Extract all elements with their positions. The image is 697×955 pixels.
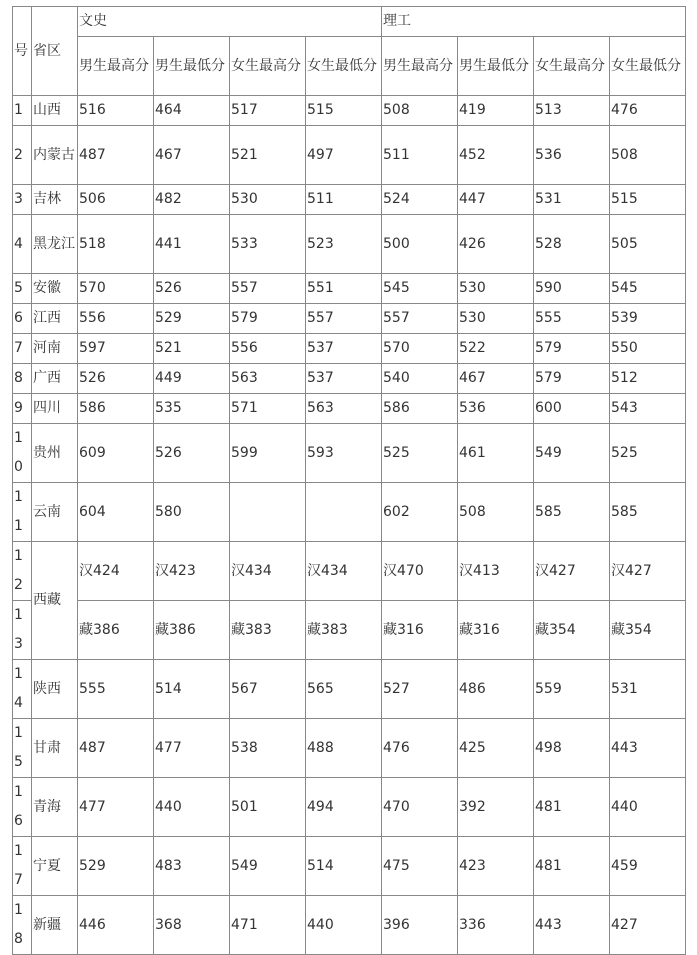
table-body — [13, 96, 686, 955]
province-name: 青海 — [32, 778, 78, 837]
score-cell: 567 — [230, 660, 306, 719]
score-cell: 汉427 — [534, 542, 610, 601]
score-cell: 549 — [534, 424, 610, 483]
score-cell: 440 — [610, 778, 686, 837]
score-cell: 488 — [306, 719, 382, 778]
score-cell: 549 — [230, 837, 306, 896]
score-cell: 545 — [382, 274, 458, 304]
score-cell: 565 — [306, 660, 382, 719]
table-row — [13, 96, 686, 126]
row-number: 1 — [13, 96, 32, 126]
score-cell: 602 — [382, 483, 458, 542]
score-cell: 427 — [610, 896, 686, 955]
row-number: 4 — [13, 215, 32, 274]
table-row — [13, 719, 686, 778]
row-number: 8 — [13, 364, 32, 394]
row-number: 6 — [13, 304, 32, 334]
table-row — [13, 364, 686, 394]
table-row — [13, 394, 686, 424]
score-cell — [230, 483, 306, 542]
score-cell: 452 — [458, 126, 534, 185]
score-cell: 563 — [230, 364, 306, 394]
score-cell: 538 — [230, 719, 306, 778]
row-number: 7 — [13, 334, 32, 364]
score-cell: 556 — [230, 334, 306, 364]
score-cell: 396 — [382, 896, 458, 955]
score-cell: 579 — [230, 304, 306, 334]
score-cell: 497 — [306, 126, 382, 185]
table-row — [13, 424, 686, 483]
score-cell: 汉470 — [382, 542, 458, 601]
province-name: 山西 — [32, 96, 78, 126]
table-row — [13, 304, 686, 334]
table-row — [13, 126, 686, 185]
row-number: 3 — [13, 185, 32, 215]
province-name: 四川 — [32, 394, 78, 424]
score-cell: 585 — [610, 483, 686, 542]
score-cell: 423 — [458, 837, 534, 896]
score-cell: 545 — [610, 274, 686, 304]
score-cell: 530 — [458, 274, 534, 304]
score-cell: 481 — [534, 778, 610, 837]
sub-header: 女生最低分 — [610, 37, 686, 96]
table-row — [13, 601, 686, 660]
score-cell: 440 — [154, 778, 230, 837]
score-cell: 590 — [534, 274, 610, 304]
score-cell: 600 — [534, 394, 610, 424]
row-number: 16 — [13, 778, 32, 837]
table-row — [13, 483, 686, 542]
score-cell: 585 — [534, 483, 610, 542]
score-cell: 528 — [534, 215, 610, 274]
score-cell: 藏354 — [610, 601, 686, 660]
score-cell: 441 — [154, 215, 230, 274]
score-cell: 540 — [382, 364, 458, 394]
table-row — [13, 185, 686, 215]
score-cell: 483 — [154, 837, 230, 896]
score-cell: 419 — [458, 96, 534, 126]
score-cell: 579 — [534, 364, 610, 394]
score-cell: 516 — [78, 96, 154, 126]
score-cell: 530 — [458, 304, 534, 334]
score-cell: 512 — [610, 364, 686, 394]
score-cell: 481 — [534, 837, 610, 896]
score-cell: 536 — [534, 126, 610, 185]
score-cell: 508 — [610, 126, 686, 185]
score-cell: 515 — [610, 185, 686, 215]
score-table-wrapper — [12, 6, 686, 955]
province-name: 内蒙古 — [32, 126, 78, 185]
score-cell: 522 — [458, 334, 534, 364]
score-cell: 543 — [610, 394, 686, 424]
score-cell: 443 — [610, 719, 686, 778]
row-number: 11 — [13, 483, 32, 542]
score-cell: 526 — [154, 424, 230, 483]
sub-header: 女生最高分 — [230, 37, 306, 96]
table-row — [13, 334, 686, 364]
row-number: 9 — [13, 394, 32, 424]
score-cell: 392 — [458, 778, 534, 837]
row-number: 5 — [13, 274, 32, 304]
province-name: 云南 — [32, 483, 78, 542]
table-row — [13, 660, 686, 719]
score-cell: 570 — [78, 274, 154, 304]
sub-header: 女生最高分 — [534, 37, 610, 96]
score-cell: 443 — [534, 896, 610, 955]
group-header-science: 理工 — [382, 7, 686, 37]
score-cell: 461 — [458, 424, 534, 483]
score-cell: 555 — [534, 304, 610, 334]
score-cell: 336 — [458, 896, 534, 955]
score-cell: 426 — [458, 215, 534, 274]
table-row — [13, 542, 686, 601]
score-cell: 477 — [78, 778, 154, 837]
score-cell: 471 — [230, 896, 306, 955]
score-cell: 555 — [78, 660, 154, 719]
score-cell: 531 — [534, 185, 610, 215]
sub-header: 女生最低分 — [306, 37, 382, 96]
row-number: 15 — [13, 719, 32, 778]
score-cell: 506 — [78, 185, 154, 215]
province-name: 安徽 — [32, 274, 78, 304]
score-cell: 440 — [306, 896, 382, 955]
score-cell: 467 — [458, 364, 534, 394]
row-number: 14 — [13, 660, 32, 719]
row-number: 18 — [13, 896, 32, 955]
score-cell: 508 — [458, 483, 534, 542]
score-table — [12, 6, 686, 955]
score-cell: 551 — [306, 274, 382, 304]
province-name: 河南 — [32, 334, 78, 364]
score-cell: 527 — [382, 660, 458, 719]
score-cell: 593 — [306, 424, 382, 483]
score-cell: 525 — [382, 424, 458, 483]
table-row — [13, 274, 686, 304]
score-cell: 563 — [306, 394, 382, 424]
score-cell: 464 — [154, 96, 230, 126]
score-cell: 汉434 — [230, 542, 306, 601]
table-row — [13, 837, 686, 896]
score-cell: 藏316 — [458, 601, 534, 660]
score-cell: 599 — [230, 424, 306, 483]
score-cell: 501 — [230, 778, 306, 837]
score-cell: 514 — [154, 660, 230, 719]
score-cell: 557 — [230, 274, 306, 304]
score-cell: 524 — [382, 185, 458, 215]
score-cell: 汉424 — [78, 542, 154, 601]
sub-header: 男生最高分 — [382, 37, 458, 96]
score-cell: 425 — [458, 719, 534, 778]
score-cell: 539 — [610, 304, 686, 334]
score-cell: 487 — [78, 719, 154, 778]
score-cell: 藏386 — [154, 601, 230, 660]
score-cell: 571 — [230, 394, 306, 424]
score-cell: 536 — [458, 394, 534, 424]
score-cell: 藏354 — [534, 601, 610, 660]
score-cell: 597 — [78, 334, 154, 364]
row-number: 17 — [13, 837, 32, 896]
score-cell: 368 — [154, 896, 230, 955]
score-cell: 586 — [78, 394, 154, 424]
score-cell: 531 — [610, 660, 686, 719]
score-cell: 579 — [534, 334, 610, 364]
score-cell: 570 — [382, 334, 458, 364]
sub-header: 男生最低分 — [154, 37, 230, 96]
score-cell: 609 — [78, 424, 154, 483]
group-header-arts: 文史 — [78, 7, 382, 37]
score-cell: 藏386 — [78, 601, 154, 660]
score-cell: 580 — [154, 483, 230, 542]
province-name: 黑龙江 — [32, 215, 78, 274]
score-cell: 487 — [78, 126, 154, 185]
score-cell: 494 — [306, 778, 382, 837]
score-cell: 604 — [78, 483, 154, 542]
score-cell: 449 — [154, 364, 230, 394]
score-cell: 526 — [78, 364, 154, 394]
score-cell: 550 — [610, 334, 686, 364]
sub-header: 男生最高分 — [78, 37, 154, 96]
score-cell: 汉413 — [458, 542, 534, 601]
row-number: 10 — [13, 424, 32, 483]
score-cell: 汉423 — [154, 542, 230, 601]
score-cell: 藏383 — [230, 601, 306, 660]
province-name: 新疆 — [32, 896, 78, 955]
score-cell: 505 — [610, 215, 686, 274]
score-cell: 藏316 — [382, 601, 458, 660]
score-cell: 476 — [610, 96, 686, 126]
province-name: 广西 — [32, 364, 78, 394]
score-cell: 486 — [458, 660, 534, 719]
province-name: 江西 — [32, 304, 78, 334]
score-cell: 470 — [382, 778, 458, 837]
score-cell: 518 — [78, 215, 154, 274]
score-cell: 498 — [534, 719, 610, 778]
score-cell: 459 — [610, 837, 686, 896]
score-cell: 535 — [154, 394, 230, 424]
score-cell: 525 — [610, 424, 686, 483]
province-name: 西藏 — [32, 542, 78, 660]
score-cell: 446 — [78, 896, 154, 955]
table-row — [13, 896, 686, 955]
score-cell: 508 — [382, 96, 458, 126]
score-cell: 537 — [306, 334, 382, 364]
score-cell: 521 — [154, 334, 230, 364]
col-header-no: 号 — [13, 7, 32, 96]
score-cell: 526 — [154, 274, 230, 304]
score-cell: 517 — [230, 96, 306, 126]
province-name: 甘肃 — [32, 719, 78, 778]
score-cell: 556 — [78, 304, 154, 334]
header-row-groups — [13, 7, 686, 37]
score-cell: 511 — [382, 126, 458, 185]
score-cell: 557 — [382, 304, 458, 334]
score-cell: 476 — [382, 719, 458, 778]
score-cell: 475 — [382, 837, 458, 896]
row-number: 2 — [13, 126, 32, 185]
score-cell — [306, 483, 382, 542]
score-cell: 521 — [230, 126, 306, 185]
score-cell: 529 — [78, 837, 154, 896]
score-cell: 533 — [230, 215, 306, 274]
score-cell: 477 — [154, 719, 230, 778]
score-cell: 514 — [306, 837, 382, 896]
score-cell: 447 — [458, 185, 534, 215]
col-header-province: 省区 — [32, 7, 78, 96]
score-cell: 515 — [306, 96, 382, 126]
table-row — [13, 215, 686, 274]
province-name: 陕西 — [32, 660, 78, 719]
row-number: 12 — [13, 542, 32, 601]
score-cell: 523 — [306, 215, 382, 274]
score-cell: 530 — [230, 185, 306, 215]
score-cell: 482 — [154, 185, 230, 215]
score-cell: 537 — [306, 364, 382, 394]
score-cell: 500 — [382, 215, 458, 274]
province-name: 贵州 — [32, 424, 78, 483]
sub-header: 男生最低分 — [458, 37, 534, 96]
score-cell: 511 — [306, 185, 382, 215]
score-cell: 529 — [154, 304, 230, 334]
score-cell: 汉434 — [306, 542, 382, 601]
score-cell: 汉427 — [610, 542, 686, 601]
score-cell: 藏383 — [306, 601, 382, 660]
province-name: 宁夏 — [32, 837, 78, 896]
row-number: 13 — [13, 601, 32, 660]
score-cell: 559 — [534, 660, 610, 719]
score-cell: 557 — [306, 304, 382, 334]
header-row-subs — [13, 37, 686, 96]
table-row — [13, 778, 686, 837]
score-cell: 586 — [382, 394, 458, 424]
score-cell: 467 — [154, 126, 230, 185]
province-name: 吉林 — [32, 185, 78, 215]
score-cell: 513 — [534, 96, 610, 126]
